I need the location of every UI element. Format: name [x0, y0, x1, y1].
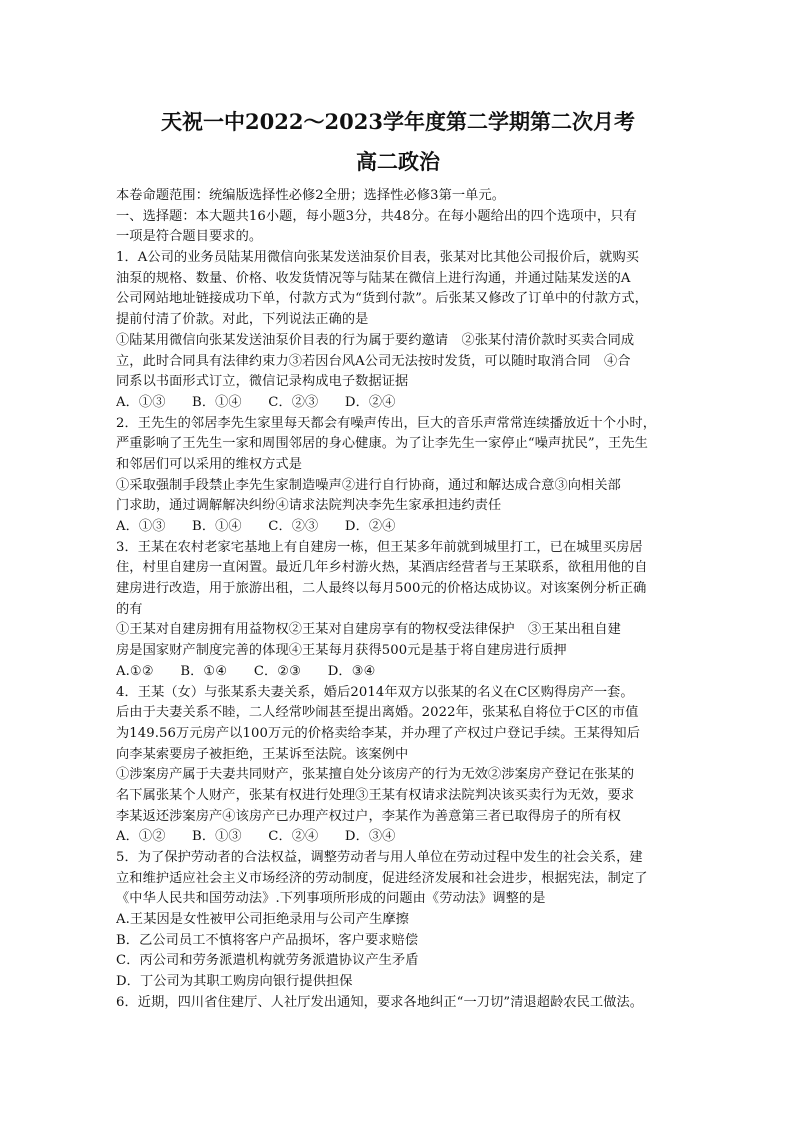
question-text-line: 6．近期，四川省住建厅、人社厅发出通知，要求各地纠正“一刀切”清退超龄农民工做法。 — [116, 994, 644, 1010]
question-2 — [116, 414, 680, 538]
question-text-line: 建房进行改造，用于旅游出租，二人最终以每月500元的价格达成协议。对该案例分析正确 — [116, 581, 647, 597]
statement-line: 同系以书面形式订立，微信记录构成电子数据证据 — [116, 374, 409, 390]
option-line: A.王某因是女性被甲公司拒绝录用与公司产生摩擦 — [116, 912, 409, 928]
statement-line: ①采取强制手段禁止李先生家制造噪声②进行自行协商，通过和解达成合意③向相关部 — [116, 477, 621, 493]
question-3 — [116, 538, 680, 683]
option-line: C．丙公司和劳务派遣机构就劳务派遣协议产生矛盾 — [116, 953, 419, 969]
question-text-line: 住，村里自建房一直闲置。最近几年乡村游火热，某酒店经营者与王某联系，欲租用他的自 — [116, 560, 648, 576]
statement-line: ①涉案房产属于夫妻共同财产，张某擅自处分该房产的行为无效②涉案房产登记在张某的 — [116, 767, 635, 783]
statement-line: 房是国家财产制度完善的体现④王某每月获得500元是基于将自建房进行质押 — [116, 643, 567, 659]
scope-line: 本卷命题范围：统编版选择性必修2全册；选择性必修3第一单元。 — [116, 188, 506, 203]
exam-page — [116, 100, 680, 1014]
statement-line: 李某返还涉案房产④该房产已办理产权过户，李某作为善意第三者已取得房子的所有权 — [116, 808, 621, 824]
question-text-line: 严重影响了王先生一家和周围邻居的身心健康。为了让李先生一家停止“噪声扰民”，王先生 — [116, 436, 648, 452]
question-text-line: 的有 — [116, 601, 143, 617]
answer-options: A．①② B．①③ C．②④ D．③④ — [116, 829, 396, 845]
question-text-line: 提前付清了价款。对此，下列说法正确的是 — [116, 312, 369, 328]
option-line: B．乙公司员工不慎将客户产品损坏，客户要求赔偿 — [116, 932, 419, 948]
question-text-line: 1．A公司的业务员陆某用微信向张某发送油泵价目表，张某对比其他公司报价后，就购买 — [116, 250, 640, 266]
section-instruction: 一、选择题：本大题共16小题，每小题3分，共48分。在每小题给出的四个选项中，只有 — [116, 208, 637, 224]
question-text-line: 向李某索要房子被拒绝，王某诉至法院。该案例中 — [116, 746, 409, 762]
answer-options: A．①③ B．①④ C．②③ D．②④ — [116, 394, 396, 410]
statement-line: 立，此时合同具有法律约束力③若因台风A公司无法按时发货，可以随时取消合同 ④合 — [116, 353, 631, 369]
question-text-line: 5．为了保护劳动者的合法权益，调整劳动者与用人单位在劳动过程中发生的社会关系，建 — [116, 850, 643, 865]
statement-line: ①陆某用微信向张某发送油泵价目表的行为属于要约邀请 ②张某付清价款时买卖合同成 — [116, 332, 635, 348]
question-text-line: 为149.56万元房产以100万元的价格卖给李某，并办理了产权过户登记手续。王某得知后 — [116, 725, 640, 741]
answer-options: A.①② B．①④ C．②③ D．③④ — [116, 663, 376, 679]
question-4 — [116, 683, 680, 849]
option-line: D．丁公司为其职工购房向银行提供担保 — [116, 974, 353, 990]
question-text-line: 《中华人民共和国劳动法》.下列事项所形成的问题由《劳动法》调整的是 — [116, 891, 546, 907]
exam-subtitle: 高二政治 — [356, 149, 440, 174]
question-text-line: 3．王某在农村老家宅基地上有自建房一栋，但王某多年前就到城里打工，已在城里买房居 — [116, 539, 643, 555]
question-text-line: 公司网站地址链接成功下单，付款方式为“货到付款”。后张某又修改了订单中的付款方式， — [116, 291, 648, 307]
statement-line: 门求助，通过调解解决纠纷④请求法院判决李先生家承担违约责任 — [116, 498, 502, 514]
question-1 — [116, 248, 680, 414]
section-instruction-cont: 一项是符合题目要求的。 — [116, 229, 263, 245]
question-text-line: 立和维护适应社会主义市场经济的劳动制度，促进经济发展和社会进步，根据宪法，制定了 — [116, 870, 648, 886]
question-text-line: 4．王某（女）与张某系夫妻关系，婚后2014年双方以张某的名义在C区购得房产一套。 — [116, 684, 634, 700]
question-6 — [116, 993, 680, 1014]
question-text-line: 2．王先生的邻居李先生家里每天都会有噪声传出，巨大的音乐声常常连续播放近十个小时， — [116, 415, 656, 431]
question-text-line: 油泵的规格、数量、价格、收发货情况等与陆某在微信上进行沟通，并通过陆某发送的A — [116, 270, 631, 286]
question-text-line: 和邻居们可以采用的维权方式是 — [116, 456, 303, 472]
answer-options: A．①③ B．①④ C．②③ D．②④ — [116, 519, 396, 534]
exam-title: 天祝一中2022～2023学年度第二学期第二次月考 — [161, 109, 635, 134]
question-text-line: 后由于夫妻关系不睦，二人经常吵闹甚至提出离婚。2022年，张某私自将位于C区的市值 — [116, 705, 639, 721]
question-5 — [116, 848, 680, 993]
statement-line: ①王某对自建房拥有用益物权②王某对自建房享有的物权受法律保护 ③王某出租自建 — [116, 622, 621, 638]
statement-line: 名下属张某个人财产，张某有权进行处理③王某有权请求法院判决该买卖行为无效，要求 — [116, 787, 635, 803]
